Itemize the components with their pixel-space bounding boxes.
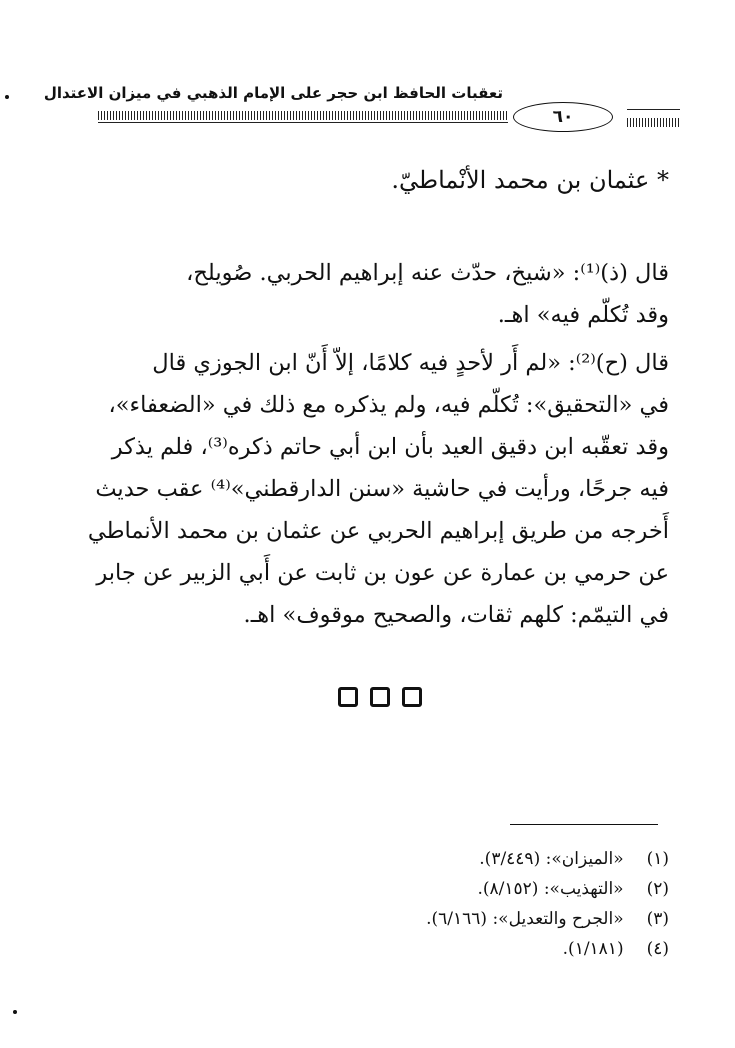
footnote-text: (١/١٨١). [562, 939, 624, 959]
section-end-ornament [338, 687, 422, 707]
header-rule-right-line [627, 109, 680, 110]
header-rule-left [98, 111, 508, 120]
footnote-number: (٢) [646, 879, 669, 899]
scan-speck [13, 1010, 17, 1014]
entry-heading: * عثمان بن محمد الأنْماطيّ. [391, 166, 669, 194]
header-rule-left-line [98, 122, 508, 123]
page-number-oval [513, 102, 613, 132]
ornament-square-icon [370, 687, 390, 707]
text-line: أَخرجه من طريق إبراهيم الحربي عن عثمان بن محمد الأنماطي [87, 518, 669, 544]
header-rule-right [627, 118, 680, 127]
page-number: ٦٠ [552, 107, 574, 127]
text-line: وقد تعقّبه ابن دقيق العيد بأن ابن أبي حاتم ذكره⁽³⁾، فلم يذكر [111, 434, 669, 460]
footnote-text: «الميزان»: (٣/٤٤٩). [479, 849, 624, 869]
text-line: في التيمّم: كلهم ثقات، والصحيح موقوف» اهـ. [243, 602, 669, 628]
ornament-square-icon [338, 687, 358, 707]
running-header-title: تعقبات الحافظ ابن حجر على الإمام الذهبي في ميزان الاعتدال [43, 84, 503, 102]
text-line: وقد تُكلّم فيه» اهـ. [497, 302, 669, 328]
footnote-number: (١) [646, 849, 669, 869]
footnote [269, 904, 669, 934]
paragraph-ibn-hajar [87, 342, 669, 636]
scan-speck [5, 95, 9, 99]
text-line: عن حرمي بن عمارة عن عون بن ثابت عن أَبي الزبير عن جابر [96, 560, 669, 586]
text-line: في «التحقيق»: تُكلّم فيه، ولم يذكره مع ذلك في «الضعفاء»، [108, 392, 669, 418]
footnote-text: «التهذيب»: (٨/١٥٢). [477, 879, 624, 899]
footnote [269, 934, 669, 964]
footnotes [269, 844, 669, 964]
footnote [269, 844, 669, 874]
footnote-number: (٤) [646, 939, 669, 959]
text-line: قال (ح)⁽²⁾: «لم أَر لأحدٍ فيه كلامًا، إلاّ أَنّ ابن الجوزي قال [152, 350, 669, 376]
ornament-square-icon [402, 687, 422, 707]
text-line: فيه جرحًا، ورأيت في حاشية «سنن الدارقطني»⁽⁴⁾ عقب حديث [95, 476, 669, 502]
footnote-separator [510, 824, 658, 825]
footnote-text: «الجرح والتعديل»: (٦/١٦٦). [426, 909, 624, 929]
footnote-number: (٣) [646, 909, 669, 929]
paragraph-dhahabi [99, 252, 669, 336]
text-line: قال (ذ)⁽¹⁾: «شيخ، حدّث عنه إبراهيم الحربي. صُويلح، [186, 260, 669, 286]
footnote [269, 874, 669, 904]
